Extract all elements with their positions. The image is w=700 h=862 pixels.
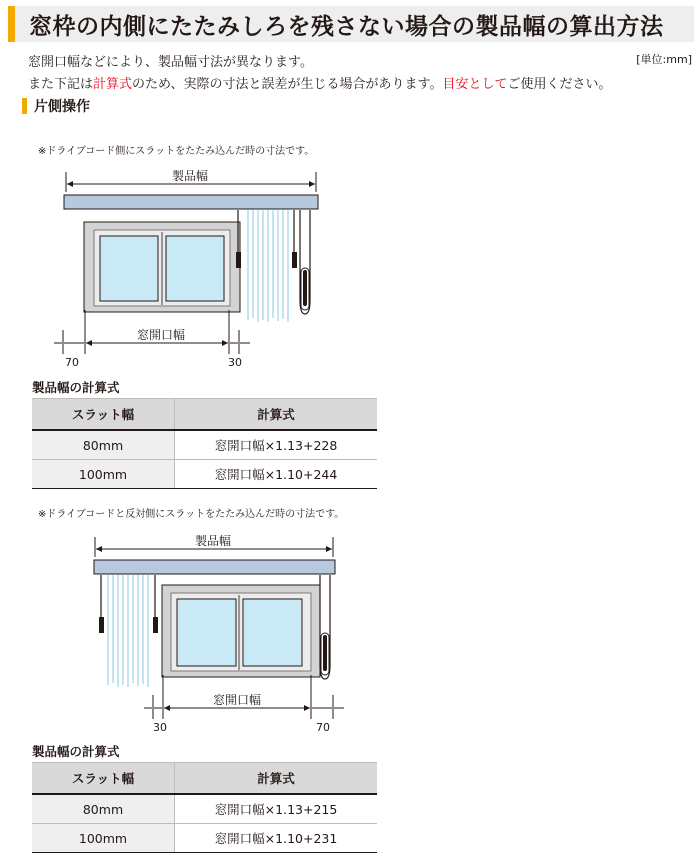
section-heading: 片側操作 <box>22 96 90 116</box>
head-rail <box>64 195 318 209</box>
product-width-label: 製品幅 <box>194 534 232 548</box>
page-title: 窓枠の内側にたたみしろを残さない場合の製品幅の算出方法 <box>29 14 664 40</box>
header-slat-width: スラット幅 <box>32 763 175 795</box>
right-margin-value: 30 <box>228 356 242 369</box>
window <box>84 222 240 312</box>
drive-cord <box>300 210 310 314</box>
formula-table-2 <box>32 762 377 853</box>
opening-width-label: 窓開口幅 <box>212 693 262 707</box>
right-margin-value: 70 <box>316 721 330 734</box>
formula-table-1 <box>32 398 377 489</box>
intro-text-c: ご使用ください。 <box>507 77 612 92</box>
opening-width-dimension <box>54 310 250 369</box>
formula-cell: 窓開口幅×1.10+244 <box>175 460 378 489</box>
product-width-dimension <box>95 532 333 557</box>
left-margin-value: 70 <box>65 356 79 369</box>
opening-width-label: 窓開口幅 <box>136 328 186 342</box>
header-formula: 計算式 <box>175 399 378 431</box>
table-label-1: 製品幅の計算式 <box>32 380 120 395</box>
intro-line-2 <box>28 73 612 92</box>
slat-width-cell: 80mm <box>32 430 175 460</box>
formula-cell: 窓開口幅×1.10+231 <box>175 824 378 853</box>
table-label-2: 製品幅の計算式 <box>32 744 120 759</box>
diagram-note-1: ※ドライブコード側にスラットをたたみ込んだ時の寸法です。 <box>38 146 315 157</box>
header-slat-width: スラット幅 <box>32 399 175 431</box>
product-width-dimension <box>66 167 316 192</box>
intro-text-a: また下記は <box>28 77 94 92</box>
table-row <box>32 430 377 460</box>
diagram-note-2: ※ドライブコードと反対側にスラットをたたみ込んだ時の寸法です。 <box>38 509 345 520</box>
table-header-row <box>32 399 377 431</box>
blind-diagram-opposite-side <box>0 525 380 740</box>
intro-highlight-formula: 計算式 <box>93 77 133 92</box>
blind-diagram-drive-side <box>0 160 360 375</box>
stacked-slats <box>236 210 297 322</box>
intro-highlight-guide: 目安として <box>442 77 508 92</box>
table-row <box>32 794 377 824</box>
intro-text-b: のため、実際の寸法と誤差が生じる場合があります。 <box>132 77 443 92</box>
stacked-slats <box>99 575 158 687</box>
window <box>162 585 320 677</box>
slat-width-cell: 80mm <box>32 794 175 824</box>
left-margin-value: 30 <box>153 721 167 734</box>
formula-cell: 窓開口幅×1.13+228 <box>175 430 378 460</box>
drive-cord <box>320 575 330 679</box>
head-rail <box>94 560 335 574</box>
intro-line-1: 窓開口幅などにより、製品幅寸法が異なります。 <box>28 55 313 70</box>
header-formula: 計算式 <box>175 763 378 795</box>
opening-width-dimension <box>144 675 344 734</box>
table-header-row <box>32 763 377 795</box>
slat-width-cell: 100mm <box>32 824 175 853</box>
formula-cell: 窓開口幅×1.13+215 <box>175 794 378 824</box>
unit-label: [単位:mm] <box>636 53 692 66</box>
table-row <box>32 460 377 489</box>
table-row <box>32 824 377 853</box>
page-title-bar <box>8 6 694 42</box>
slat-width-cell: 100mm <box>32 460 175 489</box>
product-width-label: 製品幅 <box>171 169 209 183</box>
